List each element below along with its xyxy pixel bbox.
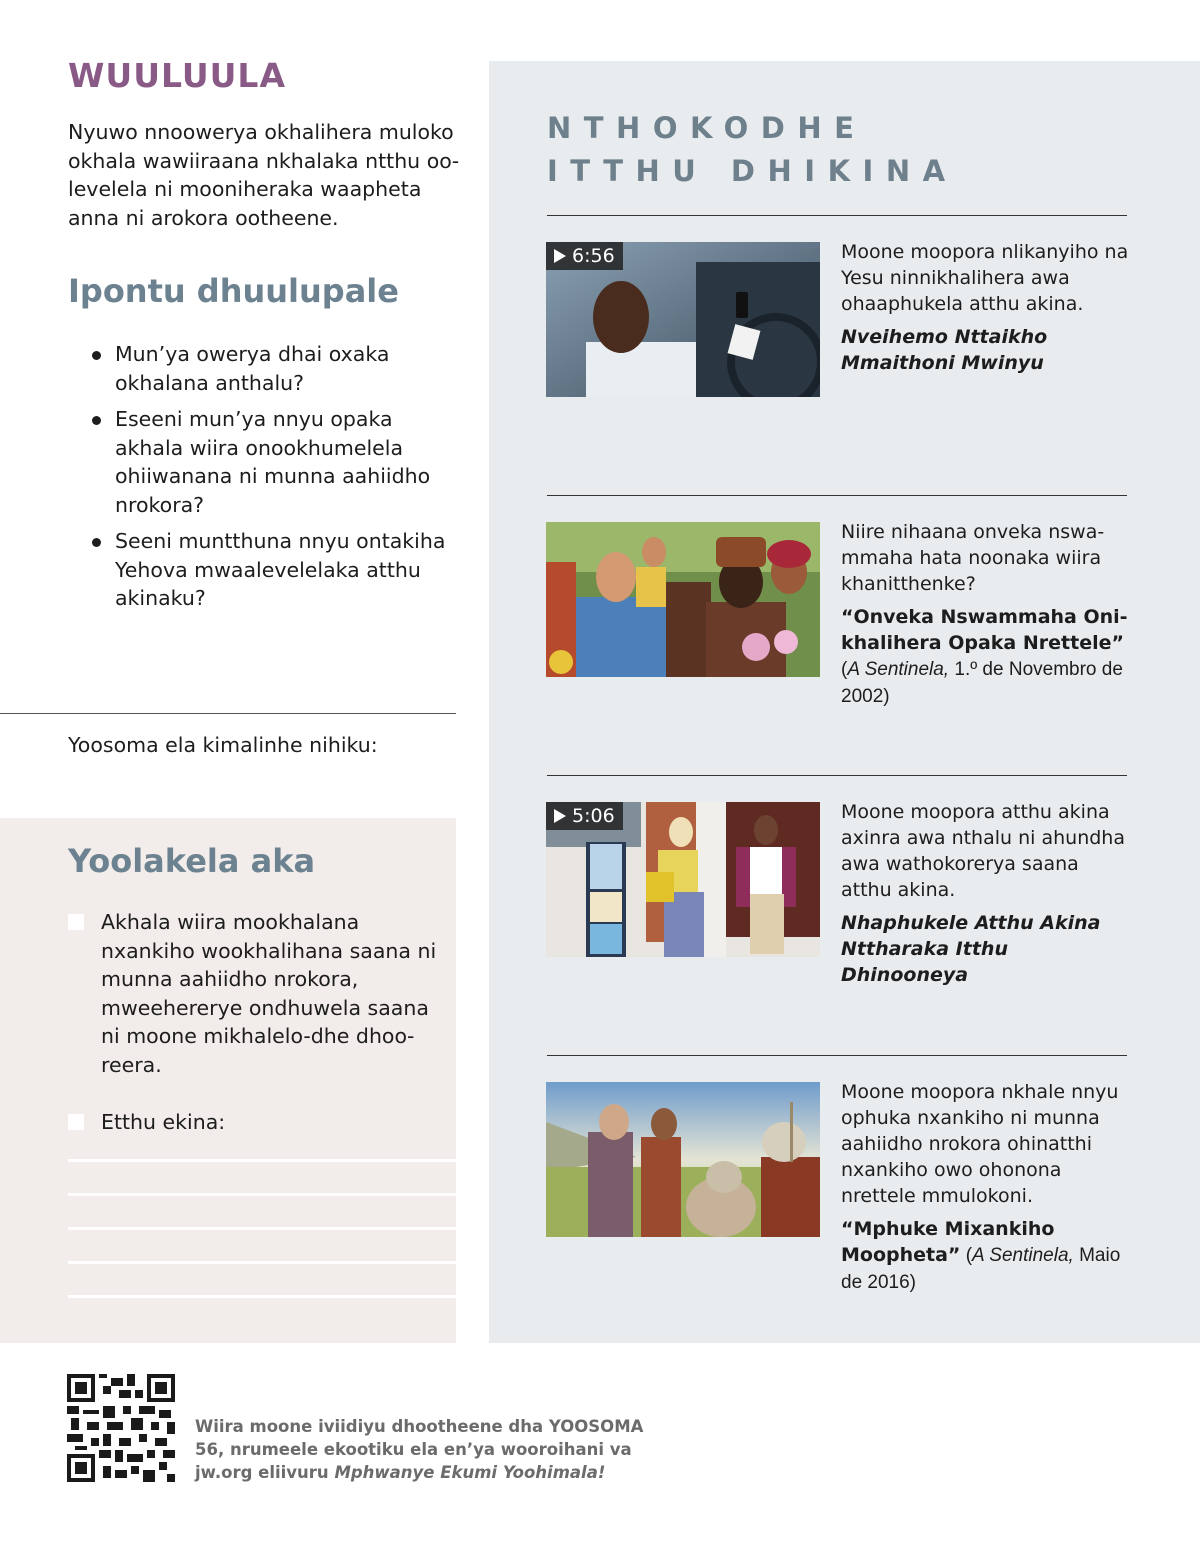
question-item: Mun’ya owerya dhai oxaka okhalana anthalu? [92,340,462,397]
explore-more-panel [489,61,1200,1343]
video-title-link[interactable]: Nhaphukele Atthu Akina Nttharaka Itthu Dhinooneya [841,912,1101,986]
panel-title: NTHOKODHE ITTHU DHIKINA [547,111,958,188]
goal-item-other: Etthu ekina: [68,1108,438,1137]
write-in-line[interactable] [68,1261,456,1264]
card-description: Moone moopora nlikanyiho na Yesu ninnikhalihera awa ohaaphukela atthu akina. [841,241,1129,315]
card-divider [547,215,1127,216]
goal-checkbox[interactable] [68,914,84,930]
question-item: Seeni muntthuna nnyu ontakiha Yehova mwaalevelelaka atthu akinaku? [92,527,462,613]
article-title: “Onveka Nswammaha Onikhalihera Opaka Nrettele” [841,606,1128,654]
qr-code-icon[interactable] [67,1374,175,1482]
questions-heading: Ipontu dhuulupale [68,272,399,310]
card-divider [547,495,1127,496]
lesson-title: WUULUULA [68,56,287,95]
goal-checkbox[interactable] [68,1114,84,1130]
people-greeting-image [546,522,820,677]
card-description: Niire nihaana onveka nswammaha hata noonaka wiira khanitthenke? [841,521,1105,595]
publication-name: A Sentinela, [972,1245,1074,1266]
video-duration-badge: 6:56 [546,242,623,270]
write-in-line[interactable] [68,1227,456,1230]
write-in-line[interactable] [68,1193,456,1196]
video-title-link[interactable]: Nveihemo Nttaikho Mmaithoni Mwinyu [841,326,1048,374]
play-icon [554,249,566,263]
section-divider [0,713,456,714]
write-in-line[interactable] [68,1159,456,1162]
article-reference[interactable]: “Onveka Nswammaha Onikhalihera Opaka Nrettele” (A Sentinela, 1.º de Novembro de 2002) [841,606,1128,707]
goal-item: Akhala wiira mookhalana nxankiho wookhalihana saana ni munna aahiidho nrokora, mweehererye ondhuwela saana ni moone mikhalelo-dhe dhooreera. [68,908,438,1079]
goals-heading: Yoolakela aka [68,842,316,880]
card-divider [547,775,1127,776]
video-thumbnail[interactable] [546,242,820,397]
article-thumbnail[interactable] [546,1082,820,1237]
card-description: Moone moopora nkhale nnyu ophuka nxankiho ni munna aahiidho nrokora ohinatthi nxankiho owo ohonona nrettele mmulokoni. [841,1081,1119,1207]
footer-note: Wiira moone iviidiyu dhootheene dha YOOSOMA 56, nrumeele ekootiku ela en’ya wooroihani va jw.org eliivuru Mphwanye Ekumi Yoohimala! [195,1417,644,1482]
card-divider [547,1055,1127,1056]
question-item: Eseeni mun’ya nnyu opaka akhala wiira onookhumelela ohiiwanana ni munna aahiidho nrokora? [92,405,462,519]
write-in-line[interactable] [68,1295,456,1298]
bullet-icon [92,416,101,425]
completion-date-label: Yoosoma ela kimalinhe nihiku: [68,733,378,757]
book-title: Mphwanye Ekumi Yoohimala! [334,1463,606,1482]
bullet-icon [92,538,101,547]
bullet-icon [92,351,101,360]
publication-name: A Sentinela, [847,659,950,680]
video-duration-badge: 5:06 [546,802,623,830]
play-icon [554,809,566,823]
shepherds-image [546,1082,820,1237]
article-title: “Mphuke Mixankiho Moopheta” [841,1218,1055,1266]
goals-box [0,818,456,1343]
card-description: Moone moopora atthu akina axinra awa nthalu ni ahundha awa wathokorerya saana atthu akina. [841,801,1125,901]
article-thumbnail[interactable] [546,522,820,677]
video-thumbnail[interactable] [546,802,820,957]
article-reference[interactable]: “Mphuke Mixankiho Moopheta” (A Sentinela, Maio de 2016) [841,1218,1121,1293]
intro-paragraph: Nyuwo nnoowerya okhalihera muloko okhala wawiiraana nkhalaka ntthu oolevelela ni mooniheraka waapheta anna ni arokora ootheene. [68,120,460,230]
questions-list [92,340,462,621]
